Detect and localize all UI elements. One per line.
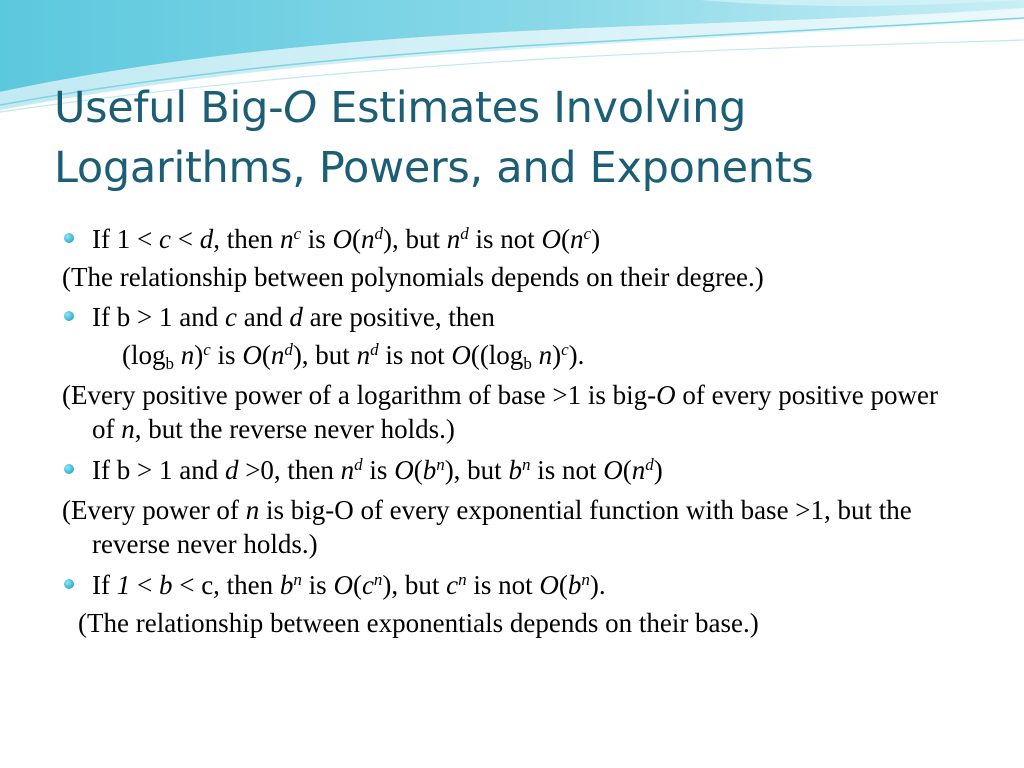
- note-polynomial: (The relationship between polynomials depends on their degree.): [62, 262, 764, 292]
- bullet-dot-icon: [64, 311, 74, 321]
- note-exponential-base: (The relationship between exponentials depends on their base.): [78, 608, 759, 638]
- bullet-dot-icon: [64, 579, 74, 589]
- title-line-1: Useful Big-O Estimates Involving: [54, 83, 747, 133]
- bullet-dot-icon: [64, 464, 74, 474]
- bullet-dot-icon: [64, 233, 74, 243]
- bullet-exponential-base: If 1 < b < c, then $b^n$ is $O(c^n)$, but $c^n$ is not $O(b^n)$.: [62, 568, 962, 602]
- slide-title: [54, 78, 1004, 198]
- note-power-vs-exponential: (Every power of n is big-O of every exponential function with base >1, but the reverse never holds.): [62, 495, 912, 559]
- bullet-power-vs-exponential: If b > 1 and d >0, then $n^d$ is $O(b^n)$, but $b^n$ is not $O(n^d)$: [62, 453, 962, 487]
- log-statement: ($\log_b$ n)$^c$ is $O(n^d)$, but $n^d$ is not $O((\log_b$ n)$^c$).: [122, 340, 585, 373]
- bullet-polynomial: If 1 < c < d, then $n^c$ is $O(n^d)$, but $n^d$ is not $O(n^c)$: [62, 222, 962, 256]
- note-logarithm: (Every positive power of a logarithm of base >1 is big-O of every positive power of n, but the reverse never holds.): [62, 380, 939, 444]
- slide-body: [62, 222, 962, 640]
- bullet-logarithm: If b > 1 and c and d are positive, then: [62, 300, 962, 334]
- title-line-2: Logarithms, Powers, and Exponents: [54, 143, 814, 193]
